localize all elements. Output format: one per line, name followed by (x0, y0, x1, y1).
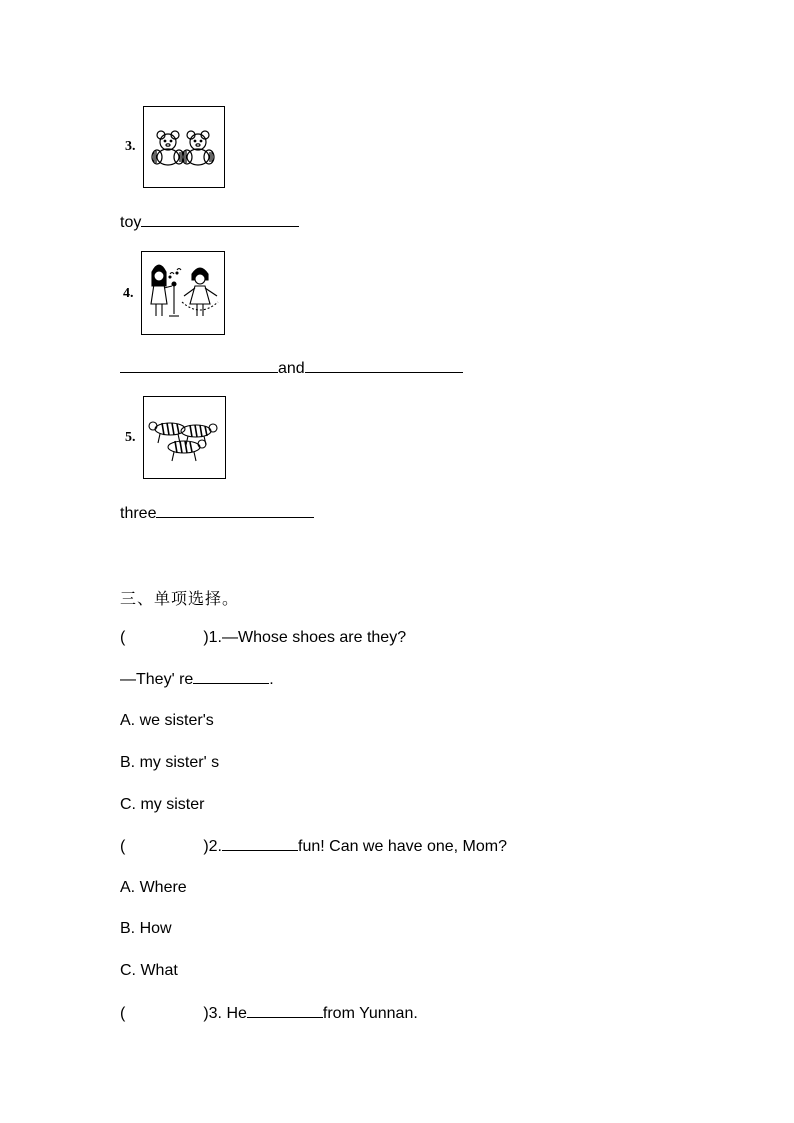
item-4-blank-2[interactable] (305, 358, 463, 373)
question-3-stem-suffix: from Yunnan. (322, 1005, 418, 1022)
question-1-response-line (120, 669, 274, 690)
question-1-response-suffix: . (269, 671, 274, 688)
question-1-stem: 1.—Whose shoes are they? (208, 629, 407, 646)
question-3-paren-close: ) (203, 1005, 209, 1022)
question-1-blank[interactable] (193, 669, 269, 684)
question-1-paren-close: ) (203, 629, 209, 646)
question-2-option-b: B. How (120, 920, 172, 937)
section-title: 三、单项选择。 (120, 589, 240, 608)
item-3-answer-line (120, 212, 299, 233)
item-3-prefix: toy (120, 214, 142, 231)
question-2-stem-prefix: 2. (208, 838, 222, 855)
question-3-blank[interactable] (247, 1003, 323, 1018)
question-1-option-b: B. my sister' s (120, 754, 220, 771)
question-3-paren-open: ( (120, 1005, 126, 1022)
item-3-blank[interactable] (141, 212, 299, 227)
item-5-answer-line (120, 503, 314, 524)
question-1-response-prefix: —They' re (120, 671, 194, 688)
item-4-answer-line (120, 358, 463, 379)
question-2-option-c: C. What (120, 962, 178, 979)
question-1-paren-open: ( (120, 629, 126, 646)
question-3-stem-prefix: 3. He (208, 1005, 247, 1022)
question-1-stem-line (120, 628, 406, 648)
question-2-paren-close: ) (203, 838, 209, 855)
question-2-option-a: A. Where (120, 879, 187, 896)
question-2-stem-line (120, 836, 507, 857)
item-number-3: 3. (125, 139, 136, 154)
question-2-blank[interactable] (222, 836, 298, 851)
item-4-blank-1[interactable] (120, 358, 278, 373)
item-5-prefix: three (120, 505, 157, 522)
question-2-paren-open: ( (120, 838, 126, 855)
item-5-blank[interactable] (156, 503, 314, 518)
question-2-stem-suffix: fun! Can we have one, Mom? (298, 838, 508, 855)
item-number-4: 4. (123, 286, 134, 301)
sing-and-dance-icon (141, 251, 225, 335)
tigers-icon (143, 396, 226, 479)
teddy-bears-icon (143, 106, 225, 188)
item-number-5: 5. (125, 430, 136, 445)
item-4-middle: and (278, 360, 305, 377)
question-3-stem-line (120, 1003, 418, 1024)
question-1-option-c: C. my sister (120, 796, 205, 813)
question-1-option-a: A. we sister's (120, 712, 214, 729)
